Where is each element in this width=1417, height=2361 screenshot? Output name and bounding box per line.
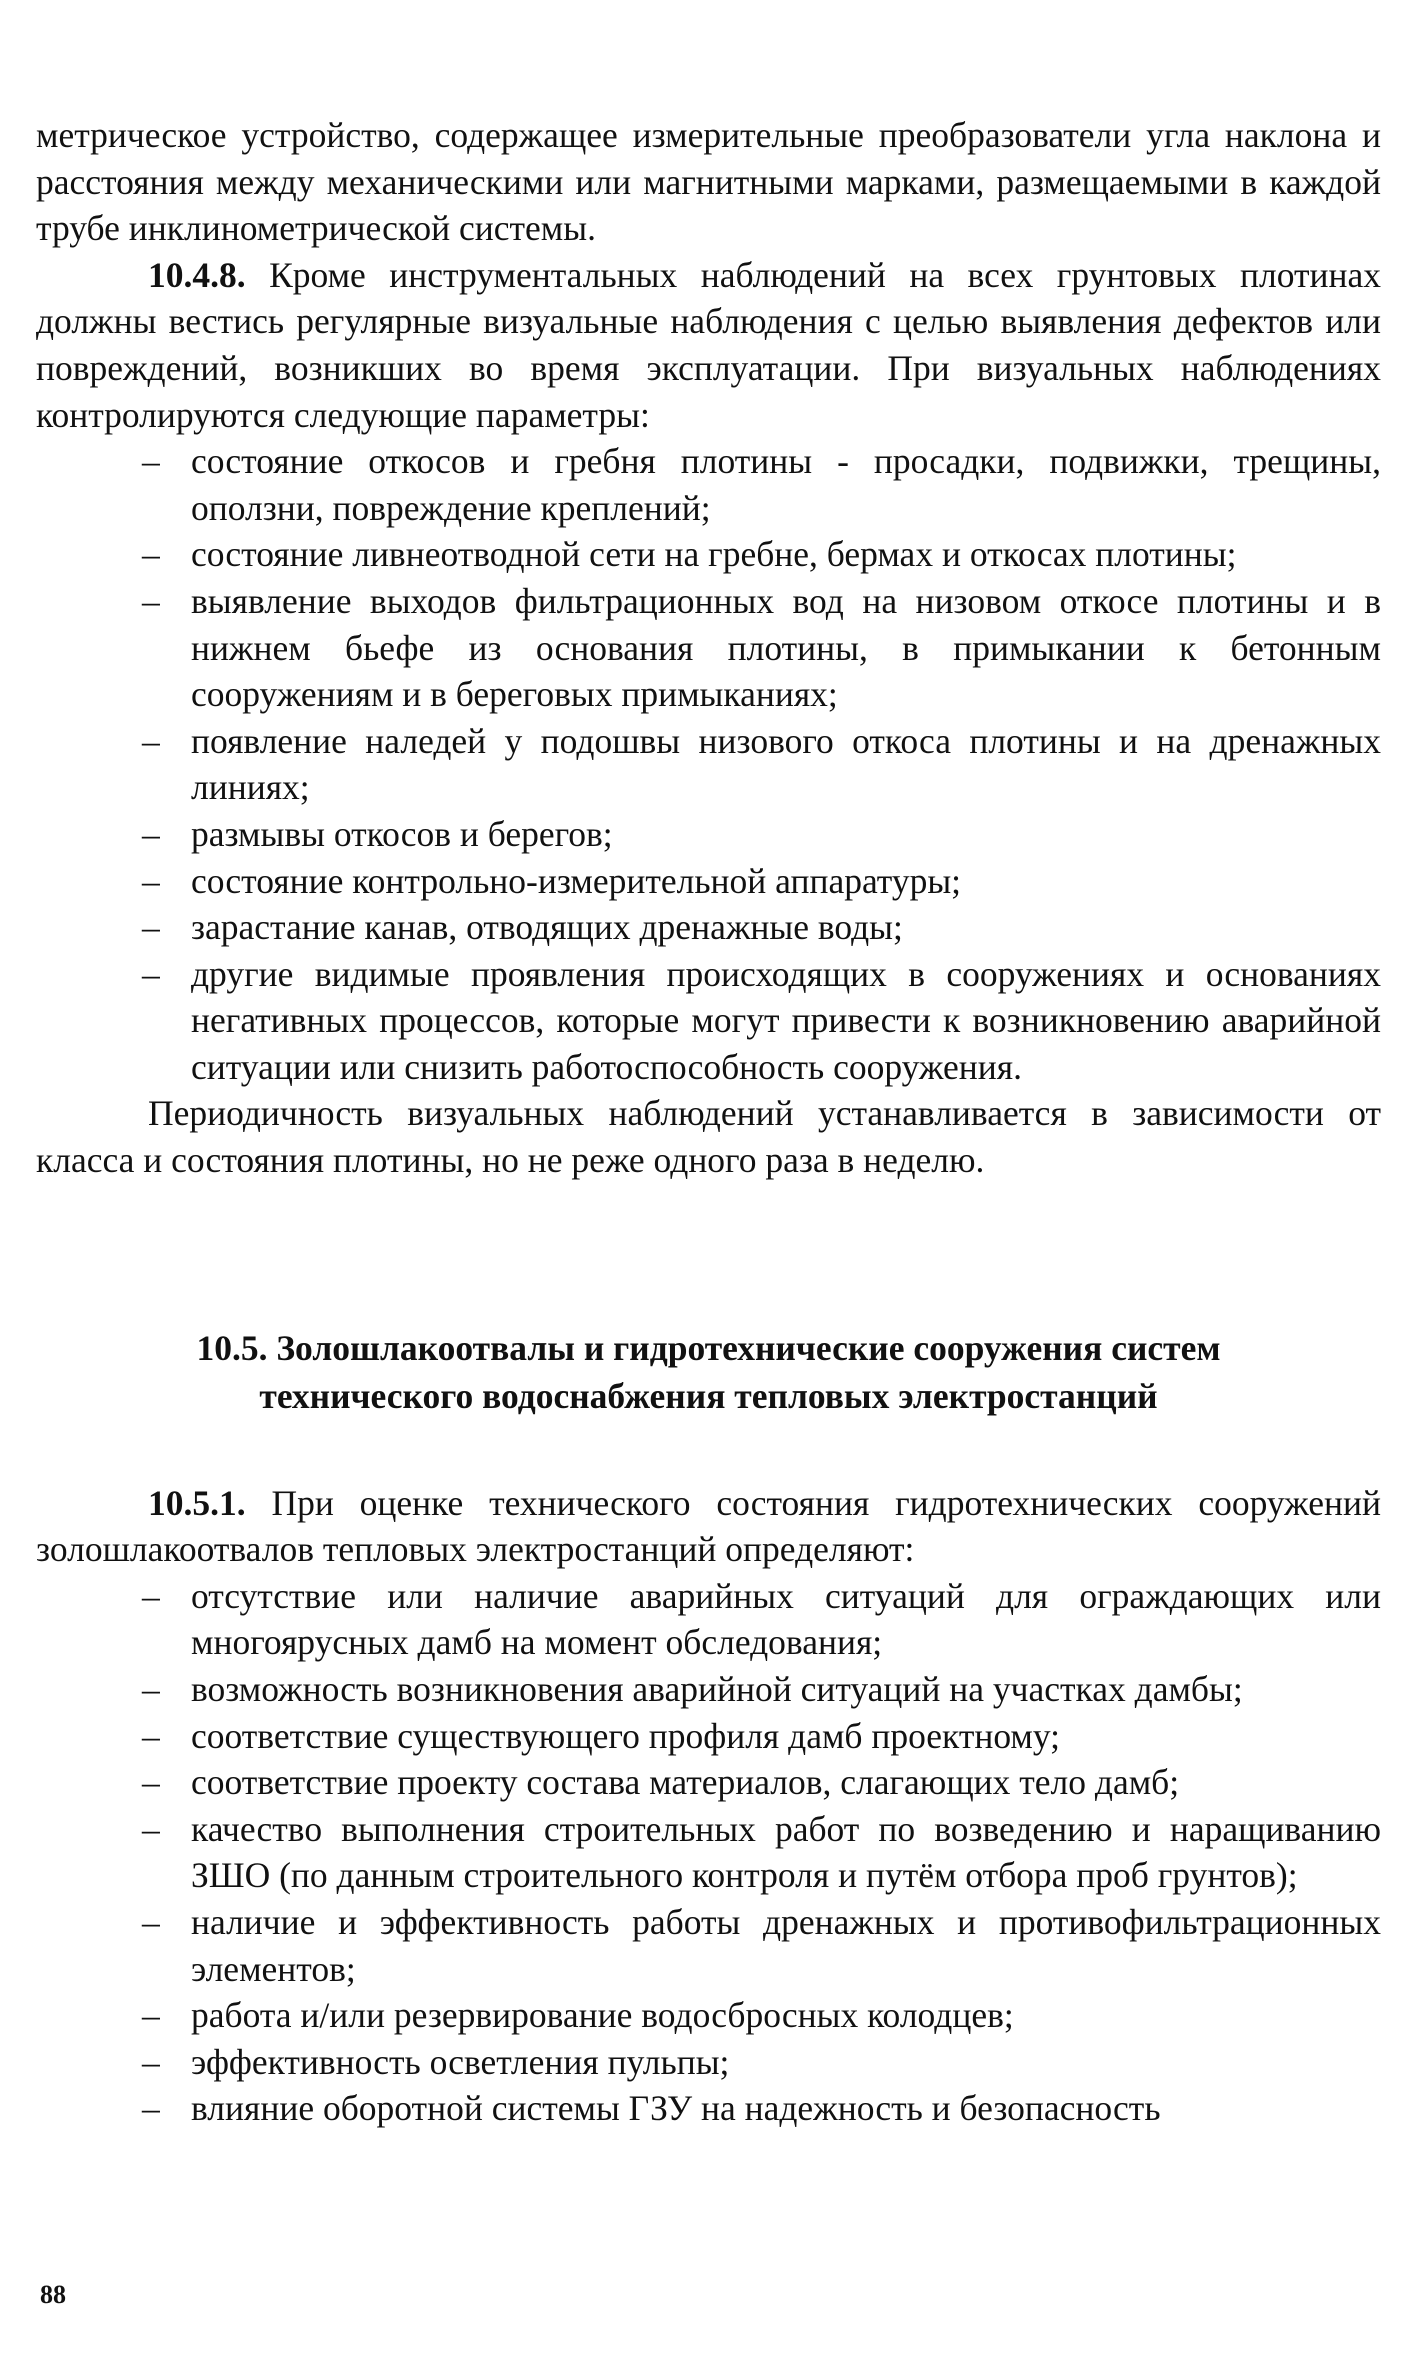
paragraph-10-5-1 bbox=[36, 1480, 1381, 1573]
paragraph-10-4-8 bbox=[36, 252, 1381, 438]
list-item: – выявление выходов фильтрационных вод на низовом откосе плотины и в нижнем бьефе из основания плотины, в примыкании к бетонным сооружениям и в береговых примыканиях; bbox=[36, 578, 1381, 718]
list-item: – влияние оборотной системы ГЗУ на надежность и безопасность bbox=[36, 2085, 1381, 2132]
list-item: – состояние контрольно-измерительной аппаратуры; bbox=[36, 858, 1381, 905]
observation-parameters-list bbox=[36, 438, 1381, 1090]
paragraph-number: 10.4.8. bbox=[148, 254, 246, 295]
page-number: 88 bbox=[40, 2280, 66, 2309]
dash-bullet: – bbox=[142, 1715, 160, 1756]
list-item: – отсутствие или наличие аварийных ситуаций для ограждающих или многоярусных дамб на момент обследования; bbox=[36, 1573, 1381, 1666]
dash-bullet: – bbox=[142, 2088, 160, 2129]
dash-bullet: – bbox=[142, 1902, 160, 1942]
list-item: – соответствие существующего профиля дамб проектному; bbox=[36, 1713, 1381, 1760]
list-item: – соответствие проекту состава материалов, слагающих тело дамб; bbox=[36, 1759, 1381, 1806]
dash-bullet: – bbox=[142, 813, 160, 854]
dash-bullet: – bbox=[142, 907, 160, 948]
list-item: – возможность возникновения аварийной ситуаций на участках дамбы; bbox=[36, 1666, 1381, 1713]
continuation-paragraph: метрическое устройство, содержащее измерительные преобразователи угла наклона и расстояния между механическими или магнитными марками, размещаемыми в каждой трубе инклинометрической системы. bbox=[36, 115, 1381, 249]
paragraph-text: Кроме инструментальных наблюдений на всех грунтовых плотинах должны вестись регулярные визуальные наблюдения с целью выявления дефектов или повреждений, возникших во время эксплуатации. При визуальных наблюдениях контролируются следующие параметры: bbox=[36, 254, 1381, 435]
section-title-line1: Золошлакоотвалы и гидротехнические сооружения систем bbox=[276, 1327, 1221, 1368]
periodicity-paragraph: Периодичность визуальных наблюдений устанавливается в зависимости от класса и состояния плотины, но не реже одного раза в неделю. bbox=[36, 1093, 1381, 1181]
dash-bullet: – bbox=[142, 1762, 160, 1803]
section-heading bbox=[36, 1324, 1381, 1420]
paragraph-number: 10.5.1. bbox=[148, 1482, 246, 1523]
list-item: – качество выполнения строительных работ по возведению и наращиванию ЗШО (по данным строительного контроля и путём отбора проб грунтов); bbox=[36, 1806, 1381, 1899]
page-content bbox=[36, 112, 1381, 2132]
list-item: – появление наледей у подошвы низового откоса плотины и на дренажных линиях; bbox=[36, 718, 1381, 811]
list-item: – зарастание канав, отводящих дренажные воды; bbox=[36, 904, 1381, 951]
dash-bullet: – bbox=[142, 953, 160, 994]
dash-bullet: – bbox=[142, 1575, 160, 1616]
paragraph-text: При оценке технического состояния гидротехнических сооружений золошлакоотвалов тепловых электростанций определяют: bbox=[36, 1482, 1381, 1570]
section-number: 10.5. bbox=[196, 1327, 268, 1368]
dash-bullet: – bbox=[142, 1808, 160, 1849]
list-item: – работа и/или резервирование водосбросных колодцев; bbox=[36, 1992, 1381, 2039]
dash-bullet: – bbox=[142, 860, 160, 901]
list-item: – состояние ливнеотводной сети на гребне, бермах и откосах плотины; bbox=[36, 531, 1381, 578]
dash-bullet: – bbox=[142, 534, 160, 575]
list-item: – другие видимые проявления происходящих в сооружениях и основаниях негативных процессов, которые могут привести к возникновению аварийной ситуации или снизить работоспособность сооружения. bbox=[36, 951, 1381, 1091]
dash-bullet: – bbox=[142, 1995, 160, 2036]
list-item: – наличие и эффективность работы дренажных и противофильтрационных элементов; bbox=[36, 1899, 1381, 1992]
dash-bullet: – bbox=[142, 2041, 160, 2082]
assessment-criteria-list bbox=[36, 1573, 1381, 2132]
dash-bullet: – bbox=[142, 441, 160, 482]
section-title-line2: технического водоснабжения тепловых электростанций bbox=[259, 1375, 1158, 1416]
list-item: – состояние откосов и гребня плотины - просадки, подвижки, трещины, оползни, повреждение креплений; bbox=[36, 438, 1381, 531]
dash-bullet: – bbox=[142, 580, 160, 621]
list-item: – размывы откосов и берегов; bbox=[36, 811, 1381, 858]
dash-bullet: – bbox=[142, 720, 160, 761]
list-item: – эффективность осветления пульпы; bbox=[36, 2039, 1381, 2086]
dash-bullet: – bbox=[142, 1669, 160, 1710]
